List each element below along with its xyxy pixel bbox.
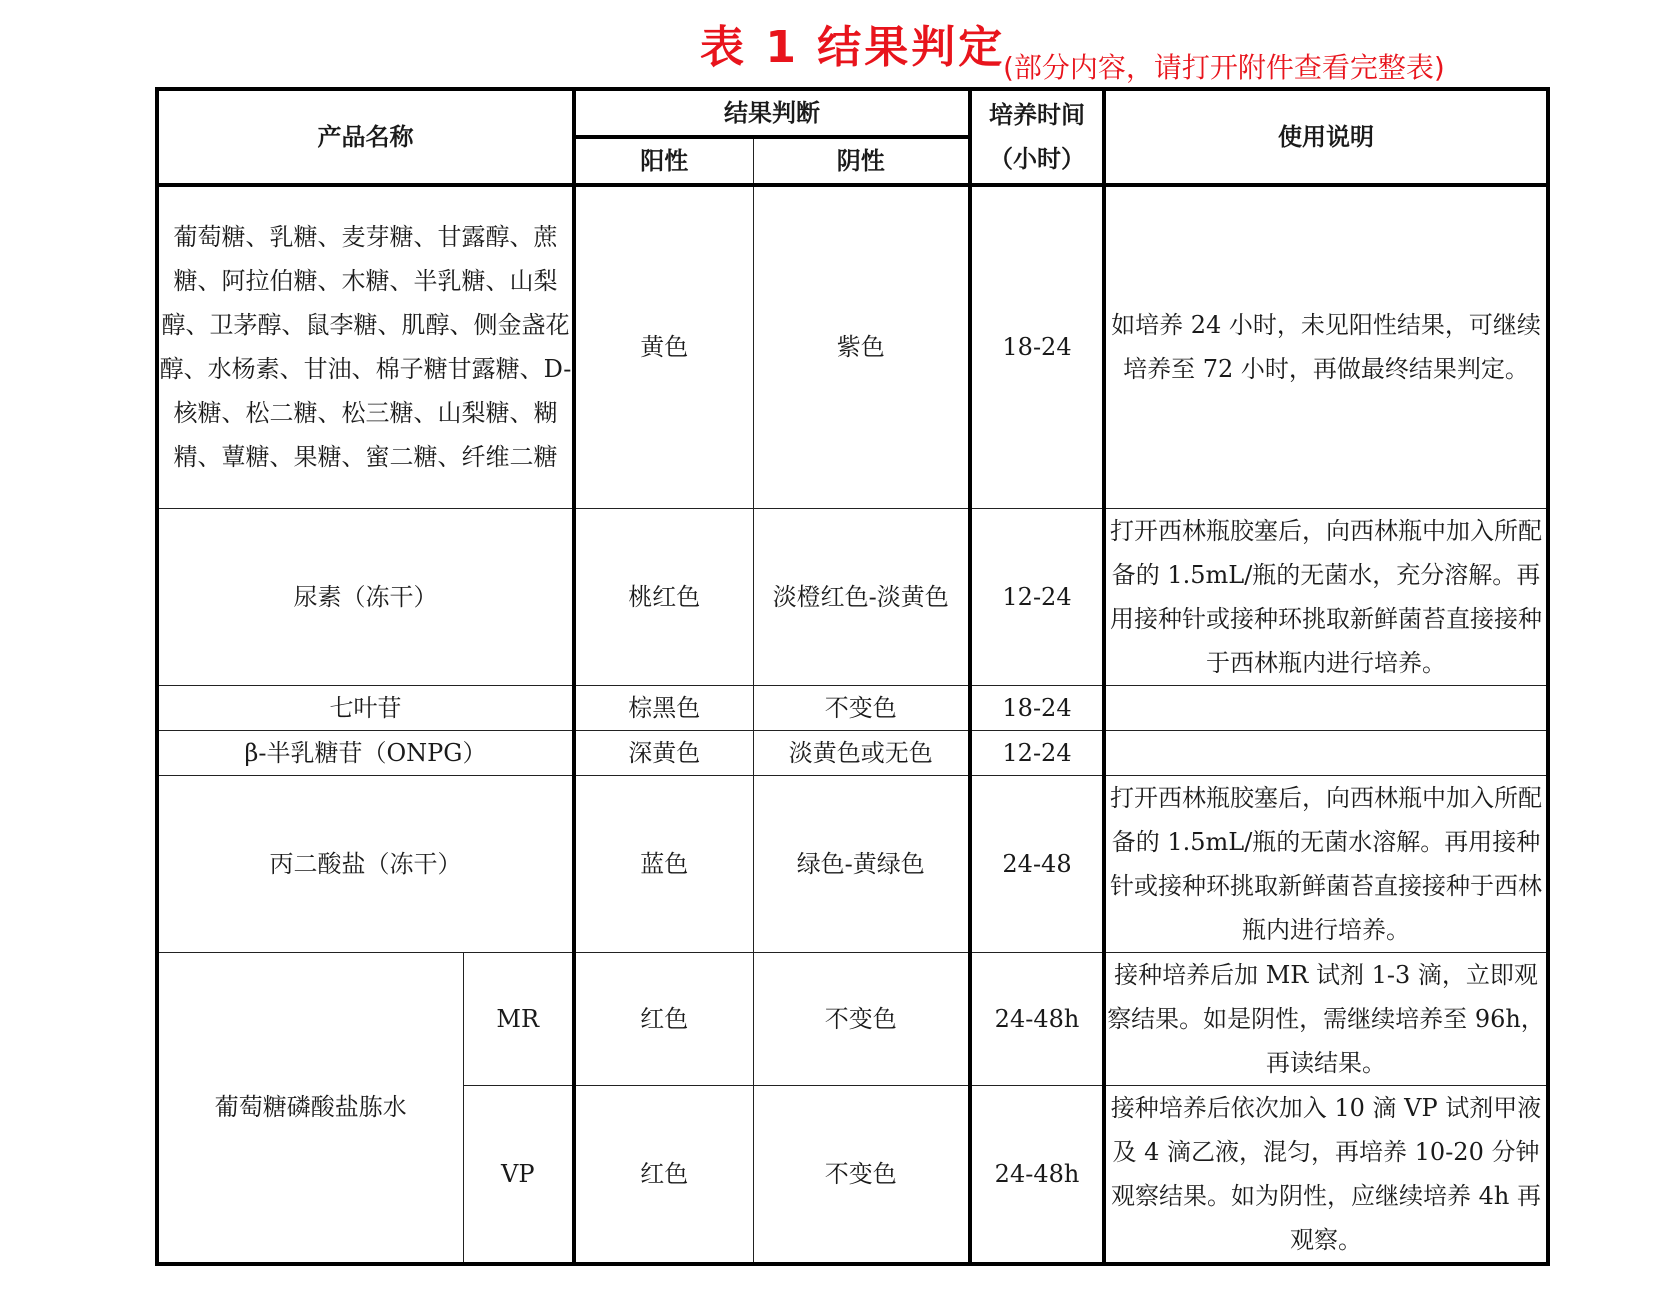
negative-result: 紫色: [753, 185, 970, 508]
positive-result: 桃红色: [574, 508, 753, 685]
culture-time: 12-24: [970, 730, 1104, 775]
test-name: MR: [463, 952, 574, 1085]
culture-time: 18-24: [970, 685, 1104, 730]
header-result: 结果判断: [574, 89, 970, 137]
header-culture-time-line1: 培养时间: [989, 101, 1085, 129]
test-name: VP: [463, 1085, 574, 1264]
instructions-text: 打开西林瓶胶塞后，向西林瓶中加入所配备的 1.5mL/瓶的无菌水溶解。再用接种针或接种环挑取新鲜菌苔直接接种于西林瓶内进行培养。: [1104, 775, 1548, 952]
positive-result: 红色: [574, 1085, 753, 1264]
header-culture-time-line2: （小时）: [989, 145, 1085, 173]
instructions-text: [1104, 685, 1548, 730]
table-row: [157, 952, 1548, 1085]
results-table: [155, 87, 1550, 1266]
product-name: 丙二酸盐（冻干）: [157, 775, 574, 952]
table-subtitle: (部分内容，请打开附件查看完整表): [1003, 51, 1445, 84]
table-row: [157, 685, 1548, 730]
instructions-text: 如培养 24 小时，未见阳性结果，可继续培养至 72 小时，再做最终结果判定。: [1104, 185, 1548, 508]
table-row: [157, 730, 1548, 775]
table-row: [157, 775, 1548, 952]
negative-result: 不变色: [753, 685, 970, 730]
positive-result: 红色: [574, 952, 753, 1085]
instructions-text: 接种培养后加 MR 试剂 1-3 滴，立即观察结果。如是阴性，需继续培养至 96h，再读结果。: [1104, 952, 1548, 1085]
culture-time: 24-48: [970, 775, 1104, 952]
header-positive: 阳性: [574, 137, 753, 185]
negative-result: 不变色: [753, 1085, 970, 1264]
culture-time: 24-48h: [970, 952, 1104, 1085]
table-row: [157, 185, 1548, 508]
positive-result: 蓝色: [574, 775, 753, 952]
header-instructions: 使用说明: [1104, 89, 1548, 185]
product-name-group: 葡萄糖磷酸盐胨水: [157, 952, 463, 1264]
product-name: 葡萄糖、乳糖、麦芽糖、甘露醇、蔗糖、阿拉伯糖、木糖、半乳糖、山梨醇、卫茅醇、鼠李糖、肌醇、侧金盏花醇、水杨素、甘油、棉子糖甘露糖、D-核糖、松二糖、松三糖、山梨糖、糊精、蕈糖、果糖、蜜二糖、纤维二糖: [157, 185, 574, 508]
positive-result: 黄色: [574, 185, 753, 508]
negative-result: 不变色: [753, 952, 970, 1085]
header-negative: 阴性: [753, 137, 970, 185]
culture-time: 18-24: [970, 185, 1104, 508]
culture-time: 24-48h: [970, 1085, 1104, 1264]
negative-result: 淡橙红色-淡黄色: [753, 508, 970, 685]
table-title: 表 1 结果判定: [700, 22, 1006, 73]
table-row: [157, 508, 1548, 685]
positive-result: 深黄色: [574, 730, 753, 775]
product-name: β-半乳糖苷（ONPG）: [157, 730, 574, 775]
header-product-name: 产品名称: [157, 89, 574, 185]
instructions-text: 打开西林瓶胶塞后，向西林瓶中加入所配备的 1.5mL/瓶的无菌水，充分溶解。再用接种针或接种环挑取新鲜菌苔直接接种于西林瓶内进行培养。: [1104, 508, 1548, 685]
instructions-text: 接种培养后依次加入 10 滴 VP 试剂甲液及 4 滴乙液，混匀，再培养 10-20 分钟观察结果。如为阴性，应继续培养 4h 再观察。: [1104, 1085, 1548, 1264]
header-culture-time: [970, 89, 1104, 185]
culture-time: 12-24: [970, 508, 1104, 685]
negative-result: 淡黄色或无色: [753, 730, 970, 775]
product-name: 七叶苷: [157, 685, 574, 730]
instructions-text: [1104, 730, 1548, 775]
negative-result: 绿色-黄绿色: [753, 775, 970, 952]
product-name: 尿素（冻干）: [157, 508, 574, 685]
positive-result: 棕黑色: [574, 685, 753, 730]
